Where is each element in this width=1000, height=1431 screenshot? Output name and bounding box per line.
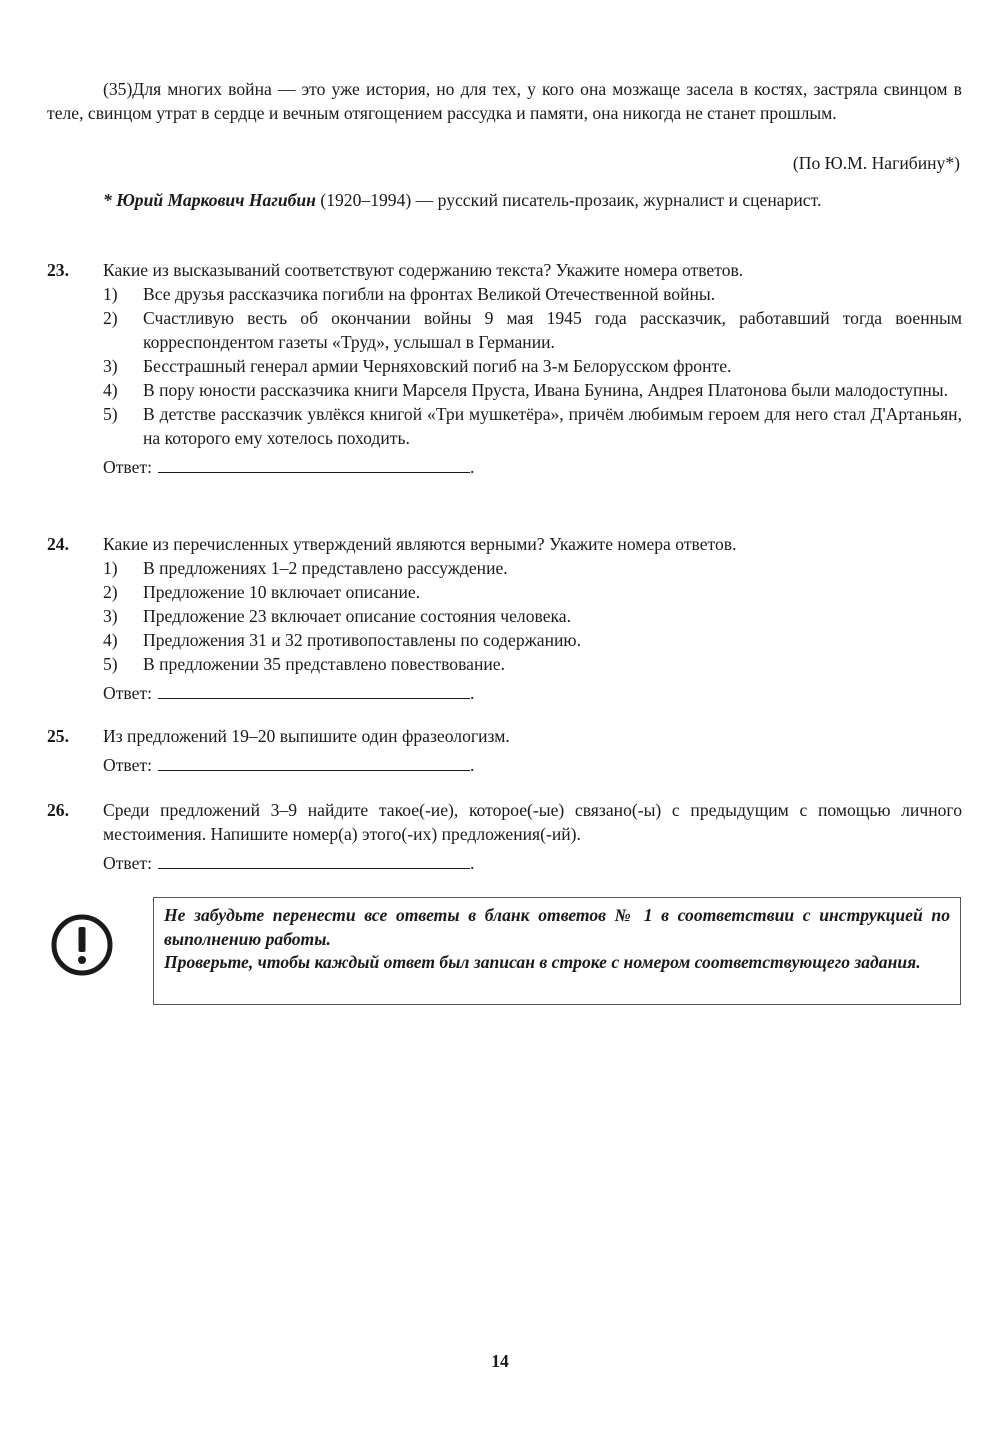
question-number: 26. — [47, 800, 69, 820]
question-26 — [47, 798, 962, 875]
option-number: 1) — [103, 558, 118, 578]
question-24 — [47, 532, 962, 705]
option-text: Счастливую весть об окончании войны 9 мая 1945 года рассказчик, работавший тогда военным корреспондентом газеты «Труд», услышал в Германии. — [143, 308, 962, 352]
question-25 — [47, 724, 962, 777]
option-text: В детстве рассказчик увлёкся книгой «Три мушкетёра», причём любимым героем для него стал Д'Артаньян, на которого ему хотелось походить. — [143, 404, 962, 448]
footnote-author-details: (1920–1994) — русский писатель-прозаик, журналист и сценарист. — [315, 190, 822, 210]
option-number: 2) — [103, 308, 118, 328]
option-number: 4) — [103, 630, 118, 650]
question-text: Из предложений 19–20 выпишите один фразеологизм. — [103, 726, 510, 746]
text-source: (По Ю.М. Нагибину*) — [792, 153, 960, 173]
answer-option — [103, 652, 962, 676]
option-text: Предложение 10 включает описание. — [143, 582, 421, 602]
option-number: 3) — [103, 356, 118, 376]
notice-line-1: Не забудьте перенести все ответы в бланк ответов № 1 в соответствии с инструкцией по выполнению работы. — [164, 905, 950, 949]
answer-label: Ответ: — [103, 853, 152, 873]
page-number: 14 — [491, 1351, 509, 1371]
option-text: В предложениях 1–2 представлено рассуждение. — [143, 558, 508, 578]
author-footnote — [47, 188, 962, 212]
answer-option — [103, 282, 962, 306]
option-number: 1) — [103, 284, 118, 304]
notice-line-2: Проверьте, чтобы каждый ответ был записан в строке с номером соответствующего задания. — [164, 952, 921, 972]
answer-blank[interactable] — [158, 752, 470, 771]
answer-option — [103, 628, 962, 652]
option-text: Бесстрашный генерал армии Черняховский погиб на 3-м Белорусском фронте. — [143, 356, 732, 376]
answer-option — [103, 402, 962, 450]
question-23 — [47, 258, 962, 479]
option-text: Предложение 23 включает описание состояния человека. — [143, 606, 572, 626]
option-number: 4) — [103, 380, 118, 400]
answer-row: Ответ: . — [103, 752, 962, 777]
option-number: 3) — [103, 606, 118, 626]
text-paragraph-35: (35)Для многих война — это уже история, но для тех, у кого она мозжаще засела в костях, застряла свинцом в теле, свинцом утрат в сердце и вечным отягощением рассудка и памяти, она никогда не станет прошлым. — [47, 79, 962, 123]
answer-row: Ответ: . — [103, 454, 962, 479]
option-text: Все друзья рассказчика погибли на фронтах Великой Отечественной войны. — [143, 284, 716, 304]
notice-box — [153, 897, 961, 1005]
question-number: 24. — [47, 534, 69, 554]
answer-blank[interactable] — [158, 850, 470, 869]
question-text: Какие из высказываний соответствуют содержанию текста? Укажите номера ответов. — [103, 260, 744, 280]
question-text: Какие из перечисленных утверждений являются верными? Укажите номера ответов. — [103, 534, 737, 554]
answer-option — [103, 556, 962, 580]
option-number: 2) — [103, 582, 118, 602]
answer-blank[interactable] — [158, 680, 470, 699]
option-text: В пору юности рассказчика книги Марселя Пруста, Ивана Бунина, Андрея Платонова были малодоступны. — [143, 380, 949, 400]
footnote-author-name: * Юрий Маркович Нагибин — [103, 190, 316, 210]
answer-option — [103, 354, 962, 378]
option-text: В предложении 35 представлено повествование. — [143, 654, 505, 674]
answer-option — [103, 378, 962, 402]
question-number: 23. — [47, 260, 69, 280]
question-number: 25. — [47, 726, 69, 746]
question-text: Среди предложений 3–9 найдите такое(-ие), которое(-ые) связано(-ы) с предыдущим с помощью личного местоимения. Напишите номер(а) этого(-их) предложения(-ий). — [103, 800, 962, 844]
answer-blank[interactable] — [158, 454, 470, 473]
answer-row: Ответ: . — [103, 850, 962, 875]
answer-label: Ответ: — [103, 457, 152, 477]
exclamation-circle-icon — [50, 913, 114, 977]
answer-option — [103, 306, 962, 354]
answer-row: Ответ: . — [103, 680, 962, 705]
answer-option — [103, 604, 962, 628]
answer-label: Ответ: — [103, 683, 152, 703]
option-text: Предложения 31 и 32 противопоставлены по содержанию. — [143, 630, 581, 650]
answer-option — [103, 580, 962, 604]
answer-label: Ответ: — [103, 755, 152, 775]
option-number: 5) — [103, 404, 118, 424]
option-number: 5) — [103, 654, 118, 674]
